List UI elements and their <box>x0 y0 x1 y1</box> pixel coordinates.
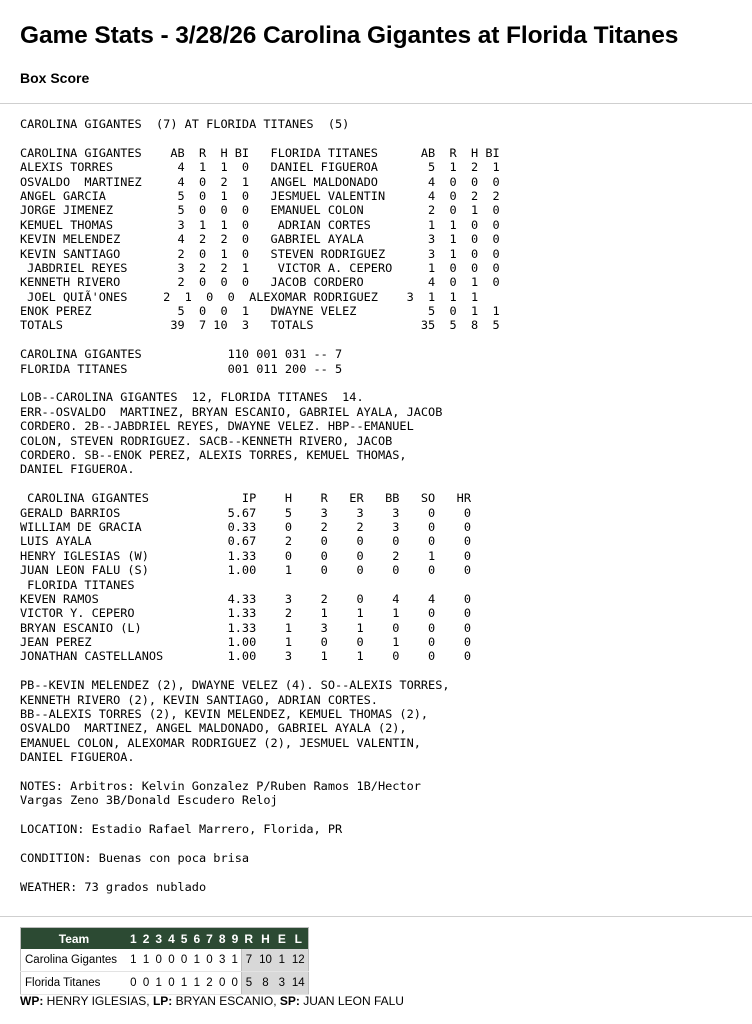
inning-runs: 1 <box>140 949 153 972</box>
box-score-line: OSVALDO MARTINEZ, ANGEL MALDONADO, GABRIEL AYALA (2), <box>20 721 407 736</box>
box-score-line <box>20 808 500 822</box>
inning-runs: 1 <box>190 949 203 972</box>
inning-runs: 0 <box>165 949 178 972</box>
box-score-line <box>20 333 500 347</box>
total-cell: 7 <box>241 949 256 972</box>
box-score-line: ERR--OSVALDO MARTINEZ, BRYAN ESCANIO, GABRIEL AYALA, JACOB <box>20 404 443 419</box>
inning-runs: 0 <box>140 972 153 995</box>
box-score-line: CAROLINA GIGANTES 110 001 031 -- 7 <box>20 347 343 362</box>
divider <box>0 103 752 104</box>
page-title: Game Stats - 3/28/26 Carolina Gigantes at Florida Titanes <box>20 22 679 49</box>
total-cell: 12 <box>289 949 308 972</box>
team-name: Florida Titanes <box>21 972 128 995</box>
box-score-line: GERALD BARRIOS 5.67 5 3 3 3 0 0 <box>20 505 472 520</box>
inning-runs: 0 <box>165 972 178 995</box>
team-name: Carolina Gigantes <box>21 949 128 972</box>
box-score-line <box>20 376 500 390</box>
linescore-col-header: 6 <box>190 928 203 950</box>
losing-pitcher: BRYAN ESCANIO <box>175 994 274 1008</box>
total-cell: 3 <box>275 972 289 995</box>
box-score-line: EMANUEL COLON, ALEXOMAR RODRIGUEZ (2), JESMUEL VALENTIN, <box>20 735 421 750</box>
inning-runs: 0 <box>203 949 216 972</box>
box-score-line: WEATHER: 73 grados nublado <box>20 879 207 894</box>
inning-runs: 0 <box>178 949 191 972</box>
total-cell: 14 <box>289 972 308 995</box>
box-score-line: JONATHAN CASTELLANOS 1.00 3 1 1 0 0 0 <box>20 649 472 664</box>
box-score-line: DANIEL FIGUEROA. <box>20 750 135 765</box>
linescore-table <box>20 927 309 995</box>
box-score-line: BB--ALEXIS TORRES (2), KEVIN MELENDEZ, KEMUEL THOMAS (2), <box>20 707 429 722</box>
box-score-line: NOTES: Arbitros: Kelvin Gonzalez P/Ruben Ramos 1B/Hector <box>20 778 421 793</box>
box-score-line: JOEL QUIÃ'ONES 2 1 0 0 ALEXOMAR RODRIGUEZ 3 1 1 1 <box>20 289 479 304</box>
box-score-line: BRYAN ESCANIO (L) 1.33 1 3 1 0 0 0 <box>20 620 472 635</box>
box-score-line: JABDRIEL REYES 3 2 2 1 VICTOR A. CEPERO 1 0 0 0 <box>20 260 500 275</box>
linescore-row <box>21 949 309 972</box>
pitcher-decisions: WP: HENRY IGLESIAS, LP: BRYAN ESCANIO, SP: JUAN LEON FALU <box>20 994 404 1008</box>
box-score-line <box>20 131 500 145</box>
inning-runs: 1 <box>190 972 203 995</box>
linescore-col-header: 7 <box>203 928 216 950</box>
inning-runs: 0 <box>216 972 229 995</box>
box-score-line: LUIS AYALA 0.67 2 0 0 0 0 0 <box>20 534 472 549</box>
total-cell: 8 <box>256 972 275 995</box>
box-score-line <box>20 664 500 678</box>
inning-runs: 1 <box>178 972 191 995</box>
box-score-line: KEVEN RAMOS 4.33 3 2 0 4 4 0 <box>20 591 472 606</box>
box-score-line: WILLIAM DE GRACIA 0.33 0 2 2 3 0 0 <box>20 519 472 534</box>
total-cell: 10 <box>256 949 275 972</box>
box-score-line <box>20 765 500 779</box>
linescore-team-header: Team <box>21 928 128 950</box>
box-score-line: CORDERO. SB--ENOK PEREZ, ALEXIS TORRES, KEMUEL THOMAS, <box>20 447 407 462</box>
box-score-line: CAROLINA GIGANTES AB R H BI FLORIDA TITANES AB R H BI <box>20 145 500 160</box>
save-pitcher: JUAN LEON FALU <box>303 994 404 1008</box>
box-score-line: DANIEL FIGUEROA. <box>20 462 135 477</box>
inning-runs: 0 <box>152 949 165 972</box>
linescore-col-header: 8 <box>216 928 229 950</box>
linescore-header-row <box>21 928 309 950</box>
box-score-line: CORDERO. 2B--JABDRIEL REYES, DWAYNE VELEZ. HBP--EMANUEL <box>20 419 414 434</box>
box-score-line: ANGEL GARCIA 5 0 1 0 JESMUEL VALENTIN 4 0 2 2 <box>20 188 500 203</box>
box-score-line: ENOK PEREZ 5 0 0 1 DWAYNE VELEZ 5 0 1 1 <box>20 304 500 319</box>
box-score-line <box>20 865 500 879</box>
winning-pitcher: HENRY IGLESIAS <box>46 994 147 1008</box>
inning-runs: 1 <box>229 949 242 972</box>
section-title: Box Score <box>20 70 90 86</box>
box-score-line <box>20 477 500 491</box>
box-score-line: JEAN PEREZ 1.00 1 0 0 1 0 0 <box>20 635 472 650</box>
box-score-line: FLORIDA TITANES <box>20 577 135 592</box>
box-score-line: JUAN LEON FALU (S) 1.00 1 0 0 0 0 0 <box>20 563 472 578</box>
box-score-line: KEVIN MELENDEZ 4 2 2 0 GABRIEL AYALA 3 1 0 0 <box>20 232 500 247</box>
box-score-line: Vargas Zeno 3B/Donald Escudero Reloj <box>20 793 278 808</box>
linescore-col-header: 1 <box>127 928 140 950</box>
box-score-line: VICTOR Y. CEPERO 1.33 2 1 1 1 0 0 <box>20 606 472 621</box>
box-score-line: COLON, STEVEN RODRIGUEZ. SACB--KENNETH RIVERO, JACOB <box>20 433 393 448</box>
linescore-col-header: 9 <box>229 928 242 950</box>
sp-label: SP: <box>279 994 300 1008</box>
linescore-col-header: E <box>275 928 289 950</box>
total-cell: 5 <box>241 972 256 995</box>
linescore-col-header: L <box>289 928 308 950</box>
box-score-line: PB--KEVIN MELENDEZ (2), DWAYNE VELEZ (4). SO--ALEXIS TORRES, <box>20 678 450 693</box>
box-score-text <box>20 117 500 894</box>
inning-runs: 1 <box>127 949 140 972</box>
inning-runs: 3 <box>216 949 229 972</box>
box-score-line: KEVIN SANTIAGO 2 0 1 0 STEVEN RODRIGUEZ 3 1 0 0 <box>20 246 500 261</box>
box-score-line: FLORIDA TITANES 001 011 200 -- 5 <box>20 361 343 376</box>
box-score-line: CAROLINA GIGANTES IP H R ER BB SO HR <box>20 491 472 506</box>
box-score-line: CAROLINA GIGANTES (7) AT FLORIDA TITANES (5) <box>20 117 350 131</box>
inning-runs: 0 <box>229 972 242 995</box>
total-cell: 1 <box>275 949 289 972</box>
linescore-col-header: 4 <box>165 928 178 950</box>
box-score-line <box>20 837 500 851</box>
linescore-col-header: R <box>241 928 256 950</box>
linescore-row <box>21 972 309 995</box>
box-score-line: HENRY IGLESIAS (W) 1.33 0 0 0 2 1 0 <box>20 548 472 563</box>
box-score-line: ALEXIS TORRES 4 1 1 0 DANIEL FIGUEROA 5 1 2 1 <box>20 160 500 175</box>
linescore-col-header: 5 <box>178 928 191 950</box>
linescore-col-header: 3 <box>152 928 165 950</box>
linescore-col-header: 2 <box>140 928 153 950</box>
box-score-line: TOTALS 39 7 10 3 TOTALS 35 5 8 5 <box>20 318 500 333</box>
inning-runs: 2 <box>203 972 216 995</box>
inning-runs: 0 <box>127 972 140 995</box>
box-score-line: KENNETH RIVERO (2), KEVIN SANTIAGO, ADRIAN CORTES. <box>20 692 378 707</box>
lp-label: LP: <box>152 994 173 1008</box>
box-score-line: KEMUEL THOMAS 3 1 1 0 ADRIAN CORTES 1 1 0 0 <box>20 217 500 232</box>
inning-runs: 1 <box>152 972 165 995</box>
wp-label: WP: <box>20 994 44 1008</box>
box-score-line: JORGE JIMENEZ 5 0 0 0 EMANUEL COLON 2 0 1 0 <box>20 203 500 218</box>
box-score-line: CONDITION: Buenas con poca brisa <box>20 850 250 865</box>
linescore-col-header: H <box>256 928 275 950</box>
box-score-line: KENNETH RIVERO 2 0 0 0 JACOB CORDERO 4 0 1 0 <box>20 275 500 290</box>
divider <box>0 916 752 917</box>
box-score-line: LOCATION: Estadio Rafael Marrero, Florida, PR <box>20 822 343 837</box>
box-score-line: OSVALDO MARTINEZ 4 0 2 1 ANGEL MALDONADO 4 0 0 0 <box>20 174 500 189</box>
box-score-line: LOB--CAROLINA GIGANTES 12, FLORIDA TITANES 14. <box>20 390 364 405</box>
